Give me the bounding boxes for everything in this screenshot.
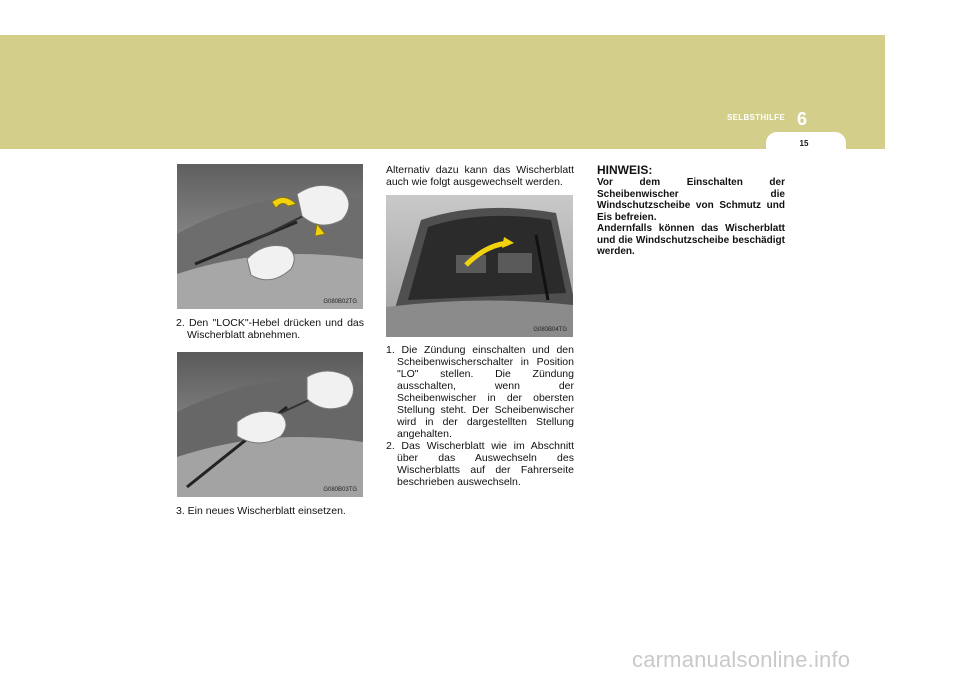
figure-insert-blade-illustration [177, 352, 363, 497]
step-3: 3. Ein neues Wischerblatt einsetzen. [176, 505, 346, 517]
step-1: 1. Die Zündung einschalten und den Scheibenwischerschalter in Position "LO" stellen. Die Zündung ausschalten, wenn der Scheibenwischer in der obersten Stellung steht. Der Scheibenwischer wird in der dargestellten Stellung angehalten. [386, 344, 574, 440]
step-2-text [176, 317, 364, 341]
site-watermark: carmanualsonline.info [632, 647, 851, 672]
chapter-number: 6 [796, 109, 807, 129]
step-3-text [176, 505, 364, 517]
figure-wiper-position [386, 195, 573, 337]
figure-remove-blade-illustration [177, 164, 363, 309]
figure-remove-blade [177, 164, 363, 309]
page-number: 15 [799, 139, 809, 148]
note-line-1: Vor dem Einschalten der Scheibenwischer die Windschutzscheibe von Schmutz und Eis befreien. [597, 177, 785, 223]
note-line-2: Andernfalls können das Wischerblatt und die Windschutzscheibe beschädigt werden. [597, 223, 785, 257]
note-title: HINWEIS: [597, 163, 653, 177]
step-2: 2. Den "LOCK"-Hebel drücken und das Wischerblatt abnehmen. [176, 317, 364, 341]
figure-code: G080B03TG [323, 487, 357, 493]
steps-list [386, 344, 574, 488]
figure-wiper-position-illustration [386, 195, 573, 337]
note-box [597, 164, 785, 258]
step-2-alt: 2. Das Wischerblatt wie im Abschnitt über das Auswechseln des Wischerblatts auf der Fahrerseite beschrieben auswechseln. [386, 440, 574, 488]
figure-code: G080B04TG [533, 327, 567, 333]
chapter-title: SELBSTHILFE [727, 113, 785, 122]
chapter-header-band [0, 35, 885, 149]
intro-text: Alternativ dazu kann das Wischerblatt auch wie folgt ausgewechselt werden. [386, 164, 574, 188]
figure-insert-blade [177, 352, 363, 497]
figure-code: G080B02TG [323, 299, 357, 305]
